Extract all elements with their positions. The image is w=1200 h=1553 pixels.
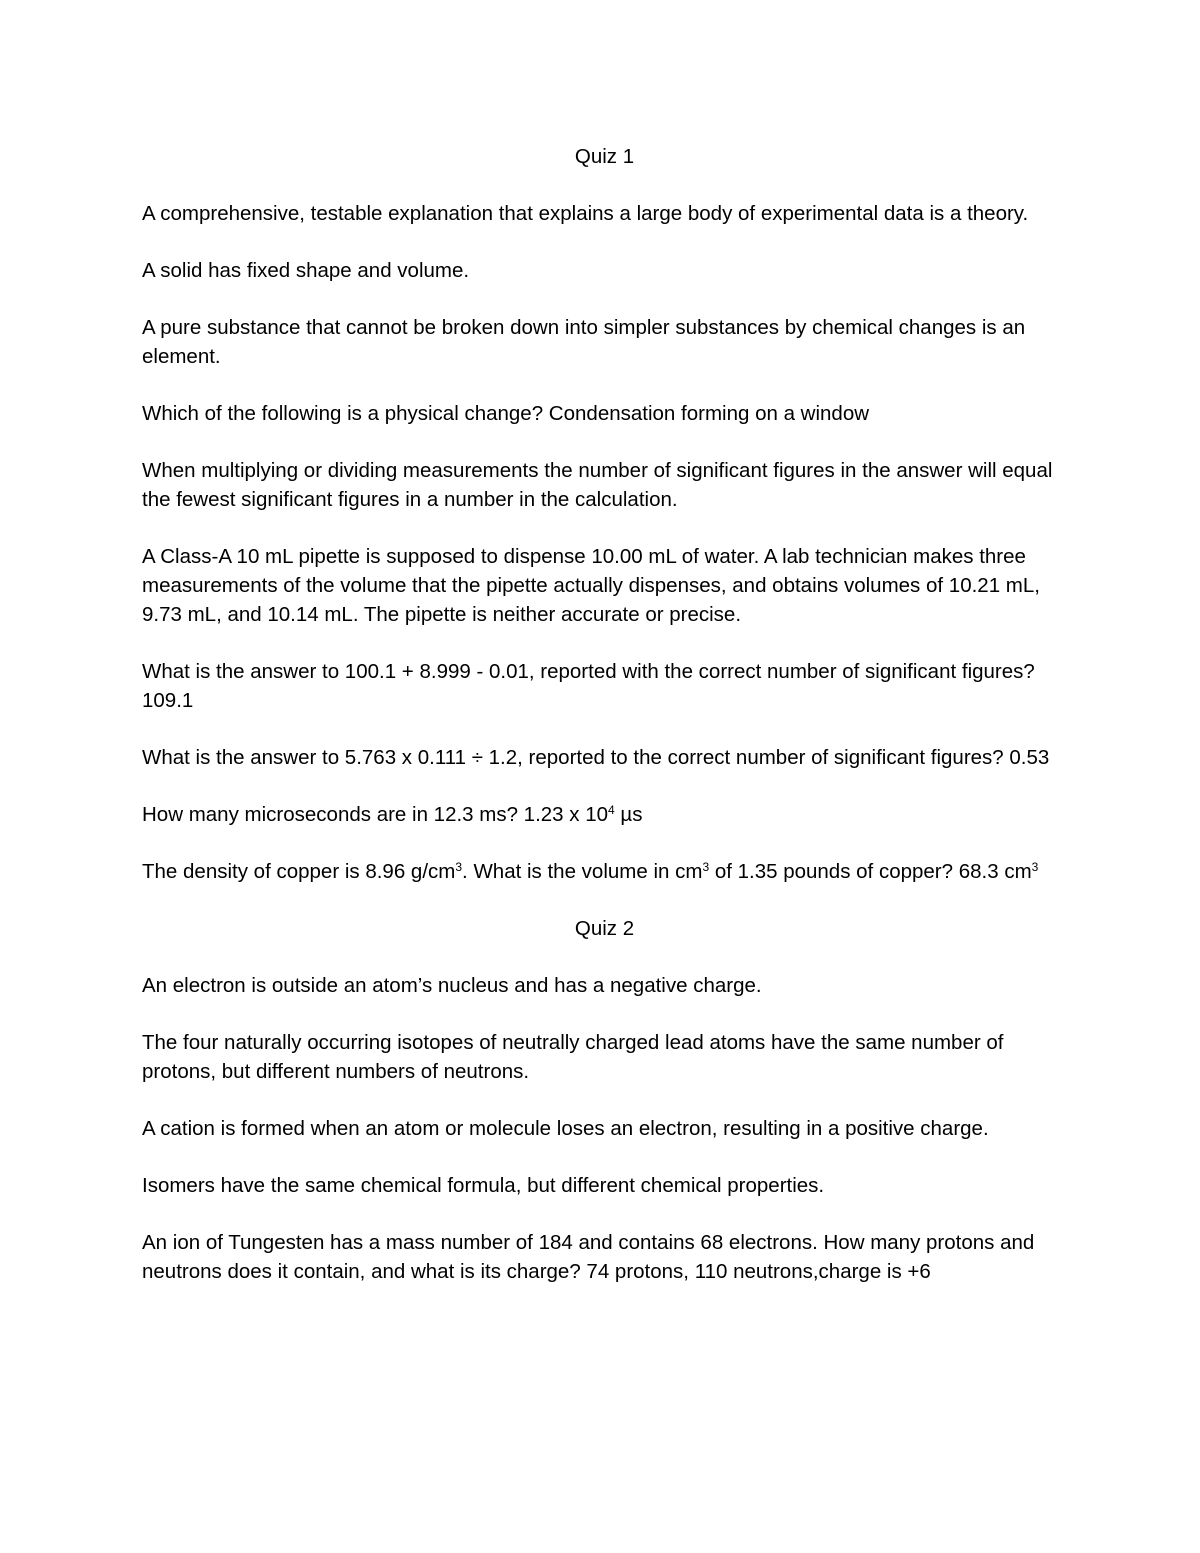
quiz-1-item-9-unit: µs bbox=[614, 803, 643, 826]
quiz-1-item-10-part-3: of 1.35 pounds of copper? 68.3 cm bbox=[709, 860, 1032, 883]
quiz-1-item-5: When multiplying or dividing measurements the number of significant figures in the answer will equal the fewest significant figures in a number in the calculation. bbox=[142, 459, 1053, 511]
quiz-1-item-1: A comprehensive, testable explanation that explains a large body of experimental data is a theory. bbox=[142, 202, 1029, 225]
quiz-2-item-4: Isomers have the same chemical formula, but different chemical properties. bbox=[142, 1174, 825, 1197]
quiz-1-item-3: A pure substance that cannot be broken down into simpler substances by chemical changes is an element. bbox=[142, 316, 1026, 368]
quiz-1-item-2: A solid has fixed shape and volume. bbox=[142, 259, 470, 282]
quiz-1-item-9-exponent: 4 bbox=[608, 803, 615, 817]
quiz-1-item-10-sup-3: 3 bbox=[1031, 860, 1039, 874]
quiz-1-item-10 bbox=[142, 857, 1067, 886]
quiz-1-item-9-text: How many microseconds are in 12.3 ms? 1.23 x 10 bbox=[142, 803, 609, 826]
quiz-1-item-7: What is the answer to 100.1 + 8.999 - 0.01, reported with the correct number of significant figures? 109.1 bbox=[142, 660, 1035, 712]
document-body bbox=[142, 142, 1067, 1286]
quiz-1-item-6: A Class-A 10 mL pipette is supposed to dispense 10.00 mL of water. A lab technician makes three measurements of the volume that the pipette actually dispenses, and obtains volumes of 10.21 mL, 9.73 mL, and 10.14 mL. The pipette is neither accurate or precise. bbox=[142, 545, 1040, 626]
quiz-1-item-10-part-1: The density of copper is 8.96 g/cm bbox=[142, 860, 456, 883]
quiz-1-item-8: What is the answer to 5.763 x 0.111 ÷ 1.2, reported to the correct number of significant figures? 0.53 bbox=[142, 746, 1050, 769]
quiz-1-item-10-part-2: . What is the volume in cm bbox=[462, 860, 703, 883]
quiz-2-item-5: An ion of Tungesten has a mass number of 184 and contains 68 electrons. How many protons and neutrons does it contain, and what is its charge? 74 protons, 110 neutrons,charge is +6 bbox=[142, 1231, 1035, 1283]
quiz-2-item-3: A cation is formed when an atom or molecule loses an electron, resulting in a positive charge. bbox=[142, 1117, 989, 1140]
quiz-1-item-10-sup-1: 3 bbox=[455, 860, 463, 874]
quiz-1-item-4: Which of the following is a physical change? Condensation forming on a window bbox=[142, 402, 870, 425]
quiz-1-title: Quiz 1 bbox=[574, 145, 635, 168]
quiz-2-item-1: An electron is outside an atom’s nucleus and has a negative charge. bbox=[142, 974, 762, 997]
quiz-1-item-10-sup-2: 3 bbox=[702, 860, 710, 874]
quiz-2-item-2: The four naturally occurring isotopes of neutrally charged lead atoms have the same number of protons, but different numbers of neutrons. bbox=[142, 1031, 1004, 1083]
quiz-1-item-9 bbox=[142, 800, 1067, 829]
quiz-2-title: Quiz 2 bbox=[574, 917, 635, 940]
